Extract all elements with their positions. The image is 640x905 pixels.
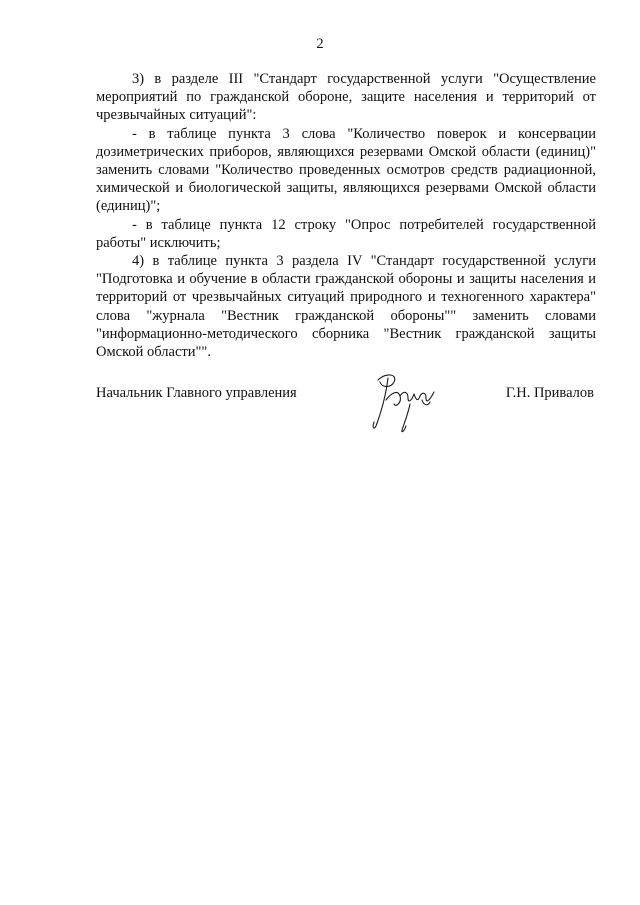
paragraph-item-4: 4) в таблице пункта 3 раздела IV "Стандарт государственной услуги "Подготовка и обучение в области гражданской обороны и защиты населения и территорий от чрезвычайных ситуаций природного и техногенного характера" слова "журнала "Вестник гражданской обороны"" заменить словами "информационно-методического сборника "Вестник гражданской защиты Омской области"". <box>96 253 596 361</box>
paragraph-table-item-12-removal: - в таблице пункта 12 строку "Опрос потребителей государственной работы" исключить; <box>96 216 596 251</box>
signature-block <box>96 384 596 444</box>
handwritten-signature <box>364 370 444 436</box>
page-number: 2 <box>316 36 324 52</box>
signer-title: Начальник Главного управления <box>96 385 297 401</box>
paragraph-table-item-3-replacement: - в таблице пункта 3 слова "Количество поверок и консервации дозиметрических приборов, являющихся резервами Омской области (единиц)" заменить словами "Количество проведенных осмотров средств радиационной, химической и биологической защиты, являющихся резервами Омской области (единиц)"; <box>96 125 596 215</box>
paragraph-item-3: 3) в разделе III "Стандарт государственной услуги "Осуществление мероприятий по гражданской обороне, защите населения и территорий от чрезвычайных ситуаций": <box>96 71 596 124</box>
signer-name: Г.Н. Привалов <box>505 385 594 401</box>
document-body <box>96 70 596 361</box>
